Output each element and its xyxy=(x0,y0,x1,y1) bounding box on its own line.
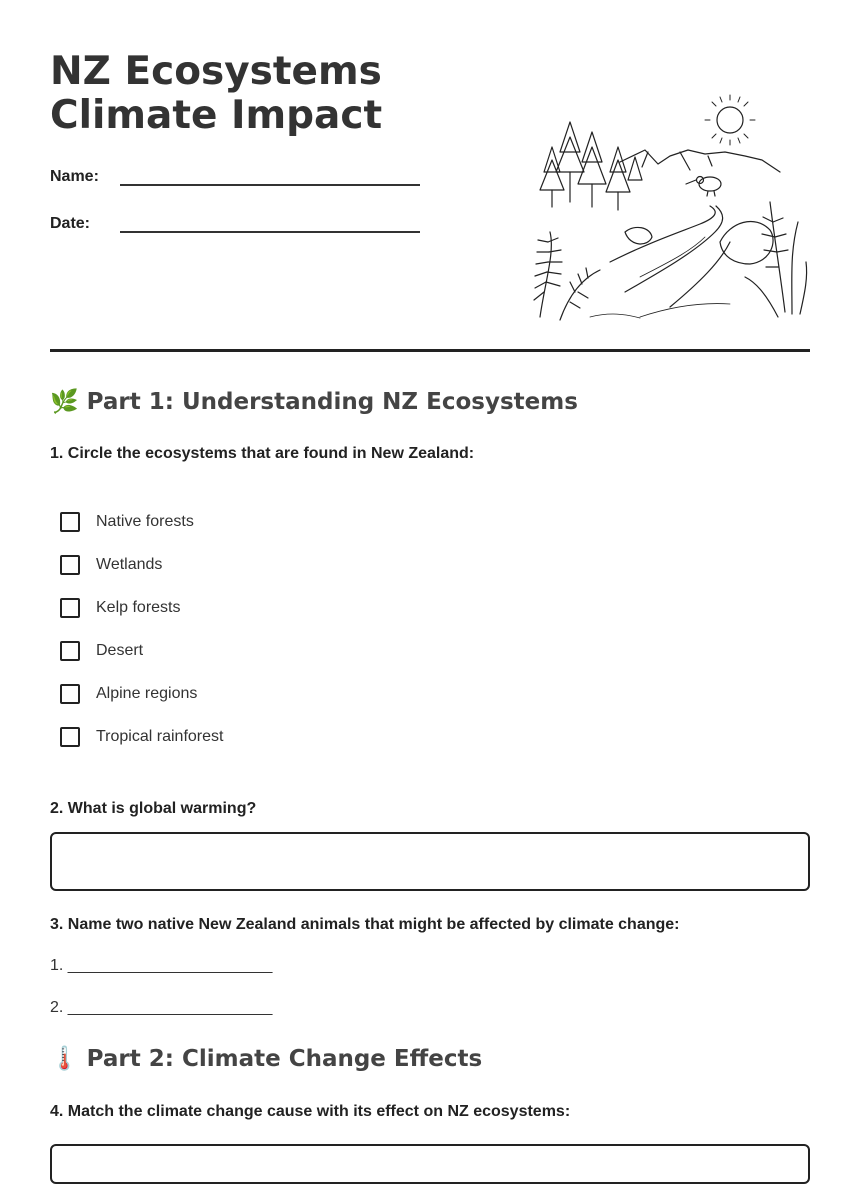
option-kelp-forests[interactable] xyxy=(60,598,180,618)
option-desert[interactable] xyxy=(60,641,143,661)
option-label: Native forests xyxy=(96,513,194,530)
option-label: Desert xyxy=(96,642,144,659)
part1-title: Part 1: Understanding NZ Ecosystems xyxy=(86,388,578,415)
checkbox[interactable] xyxy=(60,684,80,704)
nz-landscape-illustration xyxy=(530,92,810,324)
header-divider xyxy=(50,349,810,352)
name-label: Name: xyxy=(50,168,99,185)
answer-box-global-warming[interactable] xyxy=(50,832,810,891)
option-alpine-regions[interactable] xyxy=(60,684,197,704)
option-label: Alpine regions xyxy=(96,685,198,702)
question-1: 1. Circle the ecosystems that are found in New Zealand: xyxy=(50,445,475,462)
date-label: Date: xyxy=(50,215,91,232)
rocks xyxy=(720,221,773,264)
option-native-forests[interactable] xyxy=(60,512,194,532)
part2-title: Part 2: Climate Change Effects xyxy=(86,1045,483,1072)
checkbox[interactable] xyxy=(60,727,80,747)
tree-line xyxy=(540,122,642,210)
name-field xyxy=(50,164,420,186)
question-4: 4. Match the climate change cause with its effect on NZ ecosystems: xyxy=(50,1103,571,1120)
fern-left xyxy=(534,232,600,320)
name-input-line[interactable] xyxy=(120,164,420,186)
question-2: 2. What is global warming? xyxy=(50,800,257,817)
checkbox[interactable] xyxy=(60,555,80,575)
matching-box[interactable] xyxy=(50,1144,810,1184)
sun-icon xyxy=(705,95,755,145)
option-label: Tropical rainforest xyxy=(96,728,224,745)
checkbox[interactable] xyxy=(60,641,80,661)
option-wetlands[interactable] xyxy=(60,555,162,575)
date-input-line[interactable] xyxy=(120,211,420,233)
thermometer-icon: 🌡️ xyxy=(50,1046,79,1072)
option-label: Kelp forests xyxy=(96,599,181,616)
flax-right xyxy=(745,202,807,317)
checkbox[interactable] xyxy=(60,598,80,618)
option-label: Wetlands xyxy=(96,556,163,573)
worksheet-title: NZ Ecosystems Climate Impact xyxy=(50,49,383,138)
leaf-icon: 🌿 xyxy=(50,389,79,415)
part2-heading xyxy=(50,1045,482,1072)
part1-heading xyxy=(50,388,578,415)
date-field xyxy=(50,211,420,233)
checkbox[interactable] xyxy=(60,512,80,532)
kiwi-bird-icon xyxy=(686,177,721,197)
answer-blank-2[interactable]: 2. _______________________ xyxy=(50,999,273,1016)
answer-blank-1[interactable]: 1. _______________________ xyxy=(50,957,273,974)
option-tropical-rainforest[interactable] xyxy=(60,727,223,747)
question-3: 3. Name two native New Zealand animals that might be affected by climate change: xyxy=(50,916,680,933)
